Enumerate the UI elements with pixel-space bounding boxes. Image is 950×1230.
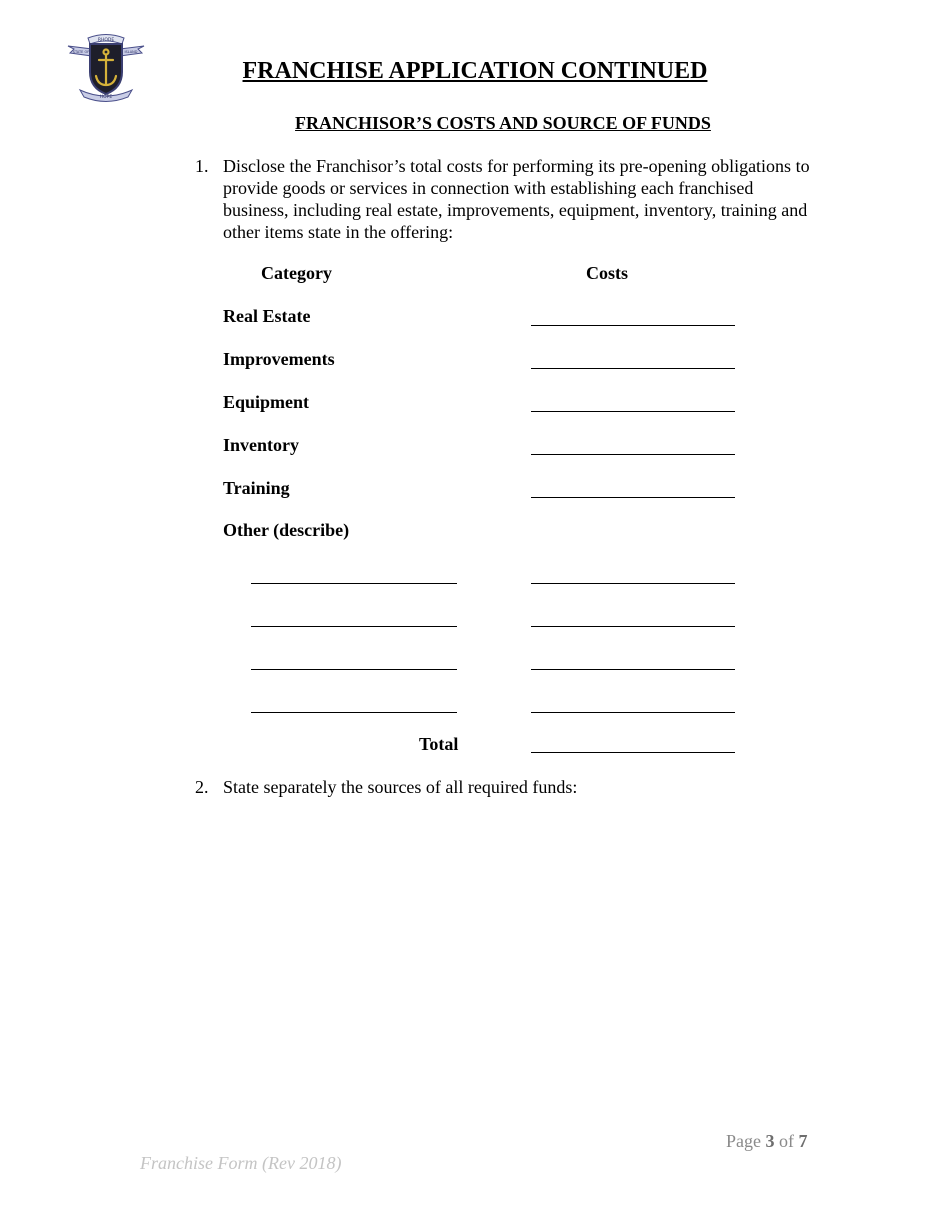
section-heading: FRANCHISOR’S COSTS AND SOURCE OF FUNDS (295, 113, 711, 133)
question-2-number: 2. (195, 777, 209, 797)
page-number (726, 1130, 808, 1152)
page-total: 7 (798, 1131, 808, 1151)
training-cost-field[interactable] (531, 497, 735, 498)
other-cost-field-2[interactable] (531, 626, 735, 627)
category-training: Training (223, 478, 290, 498)
svg-text:STATE OF: STATE OF (72, 50, 90, 54)
page-current: 3 (765, 1131, 775, 1151)
category-column-header: Category (261, 263, 332, 283)
page-of: of (779, 1131, 794, 1151)
question-1-number: 1. (195, 156, 209, 176)
page-prefix: Page (726, 1131, 761, 1151)
question-1-text: Disclose the Franchisor’s total costs for performing its pre-opening obligations to provide goods or services in connection with establishing each franchised business, including real estate, improvements, equipment, inventory, training and other items state in the offering: (223, 156, 810, 242)
total-label: Total (419, 734, 459, 754)
other-cost-field-1[interactable] (531, 583, 735, 584)
real-estate-cost-field[interactable] (531, 325, 735, 326)
other-cost-field-3[interactable] (531, 669, 735, 670)
other-cost-field-4[interactable] (531, 712, 735, 713)
category-real-estate: Real Estate (223, 306, 311, 326)
form-revision-label: Franchise Form (Rev 2018) (140, 1153, 342, 1173)
total-cost-field[interactable] (531, 752, 735, 753)
question-2-text: State separately the sources of all required funds: (223, 777, 578, 797)
inventory-cost-field[interactable] (531, 454, 735, 455)
other-description-field-2[interactable] (251, 626, 457, 627)
svg-text:HOPE: HOPE (99, 95, 113, 100)
svg-text:RHODE: RHODE (97, 38, 115, 43)
other-description-field-1[interactable] (251, 583, 457, 584)
category-improvements: Improvements (223, 349, 335, 369)
improvements-cost-field[interactable] (531, 368, 735, 369)
category-inventory: Inventory (223, 435, 299, 455)
category-equipment: Equipment (223, 392, 310, 412)
category-other-describe: Other (describe) (223, 520, 350, 540)
costs-column-header: Costs (586, 263, 629, 283)
other-description-field-3[interactable] (251, 669, 457, 670)
svg-text:ISLAND: ISLAND (124, 50, 138, 54)
page-title: FRANCHISE APPLICATION CONTINUED (242, 58, 708, 84)
equipment-cost-field[interactable] (531, 411, 735, 412)
other-description-field-4[interactable] (251, 712, 457, 713)
